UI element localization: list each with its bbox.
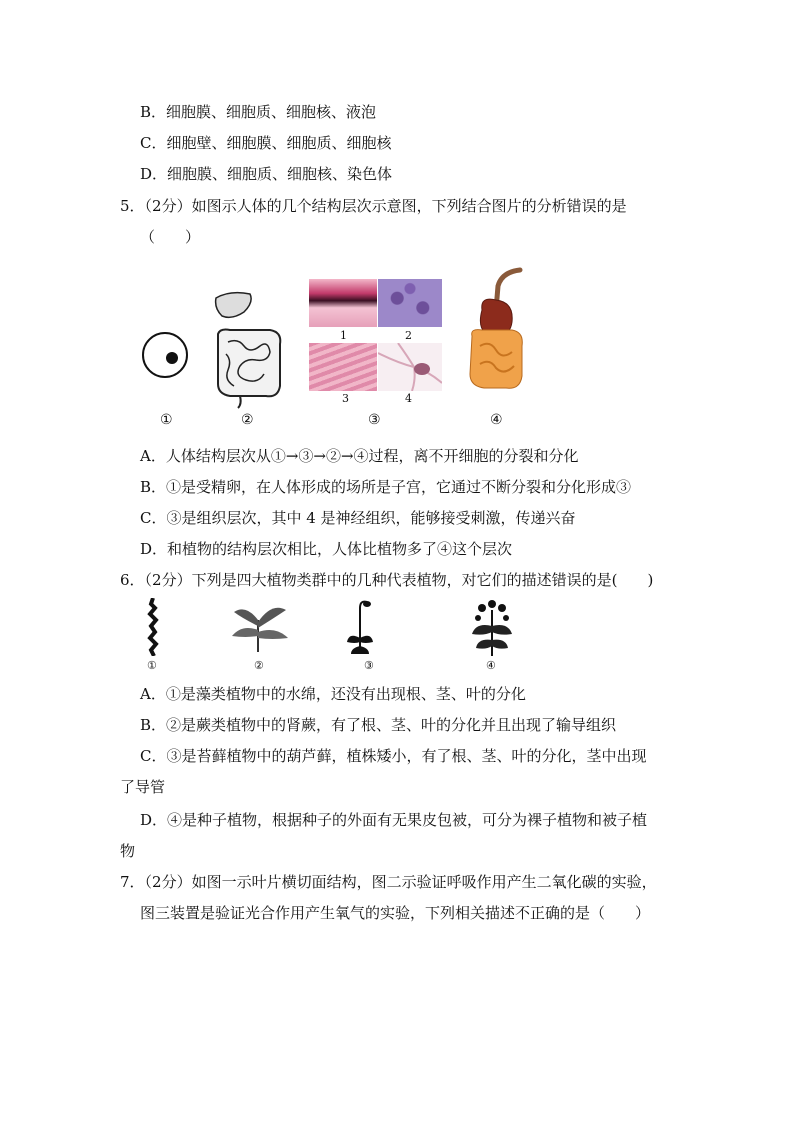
tissue-label-2: 2 — [405, 329, 412, 342]
q4-option-b: B．细胞膜、细胞质、细胞核、液泡 — [140, 103, 377, 121]
q7-stem-line1: 7．（2分）如图一示叶片横切面结构，图二示验证呼吸作用产生二氧化碳的实验， — [120, 873, 657, 891]
q5-label-1: ① — [160, 412, 173, 428]
q5-option-d: D．和植物的结构层次相比，人体比植物多了④这个层次 — [140, 540, 513, 558]
q5-paren: （ ） — [140, 228, 201, 246]
q5-label-3: ③ — [368, 412, 381, 428]
q6-option-c-line2: 了导管 — [120, 778, 166, 796]
q5-option-b: B．①是受精卵，在人体形成的场所是子宫，它通过不断分裂和分化形成③ — [140, 478, 632, 496]
q7-stem-line2: 图三装置是验证光合作用产生氧气的实验，下列相关描述不正确的是（ ） — [140, 904, 651, 922]
q4-option-c: C．细胞壁、细胞膜、细胞质、细胞核 — [140, 134, 392, 152]
q6-label-4: ④ — [486, 659, 496, 672]
tissue-image-4 — [378, 343, 442, 391]
tissue-label-4: 4 — [405, 392, 412, 405]
tissue-label-1: 1 — [340, 329, 347, 342]
q5-label-4: ④ — [490, 412, 503, 428]
organ-illustration — [210, 290, 290, 410]
q6-figure — [0, 596, 794, 676]
tissue-image-1 — [309, 279, 377, 327]
q6-label-3: ③ — [364, 659, 374, 672]
q5-stem: 5．（2分）如图示人体的几个结构层次示意图，下列结合图片的分析错误的是 — [120, 197, 627, 215]
system-illustration — [462, 266, 532, 396]
tissue-label-3: 3 — [342, 392, 349, 405]
tissue-image-3 — [309, 343, 377, 391]
q5-label-2: ② — [241, 412, 254, 428]
q4-option-d: D．细胞膜、细胞质、细胞核、染色体 — [140, 165, 393, 183]
q6-label-1: ① — [147, 659, 157, 672]
q6-option-d-line2: 物 — [120, 842, 136, 860]
q5-option-a: A．人体结构层次从①→③→②→④过程，离不开细胞的分裂和分化 — [140, 447, 579, 465]
q6-stem: 6．（2分）下列是四大植物类群中的几种代表植物，对它们的描述错误的是( ) — [120, 571, 654, 589]
cell-illustration — [140, 330, 190, 380]
q6-option-a: A．①是藻类植物中的水绵，还没有出现根、茎、叶的分化 — [140, 685, 526, 703]
moss-illustration — [345, 598, 375, 654]
q5-figure — [0, 262, 794, 432]
fern-illustration — [228, 600, 290, 652]
q6-label-2: ② — [254, 659, 264, 672]
q6-option-b: B．②是蕨类植物中的肾蕨，有了根、茎、叶的分化并且出现了输导组织 — [140, 716, 617, 734]
tissue-image-2 — [378, 279, 442, 327]
q6-option-d-line1: D．④是种子植物，根据种子的外面有无果皮包被，可分为裸子植物和被子植 — [140, 811, 648, 829]
seed-plant-illustration — [468, 596, 516, 656]
q6-option-c-line1: C．③是苔藓植物中的葫芦藓，植株矮小，有了根、茎、叶的分化，茎中出现 — [140, 747, 647, 765]
q5-option-c: C．③是组织层次，其中 4 是神经组织，能够接受刺激，传递兴奋 — [140, 509, 576, 527]
spirogyra-illustration — [146, 598, 160, 656]
